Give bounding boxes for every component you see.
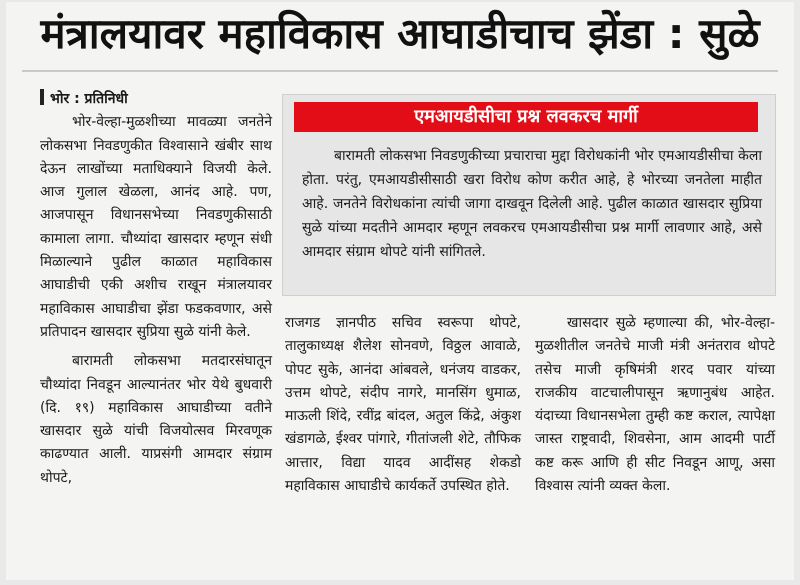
dateline-marker xyxy=(40,89,44,105)
sidebar-box-text: बारामती लोकसभा निवडणुकीच्या प्रचाराचा मुद्दा विरोधकांनी भोर एमआयडीसीचा केला होता. परंतु, एमआयडीसीसाठी खरा विरोध कोण करीत आहे, हे भोरच्या जनतेला माहीत आहे. जनतेने विरोधकांना त्यांची जागा दाखवून दिलेली आहे. पुढील काळात खासदार सुप्रिया सुळे यांच्या मदतीने आमदार म्हणून लवकरच एमआयडीसीचा प्रश्न मार्गी लावणार आहे, असे आमदार संग्राम थोपटे यांनी सांगितले. xyxy=(302,148,762,260)
article-column-3 xyxy=(535,312,775,498)
dateline-text: भोर : प्रतिनिधी xyxy=(50,91,128,107)
column-3-text: खासदार सुळे म्हणाल्या की, भोर-वेल्हा-मुळशीतील जनतेचे माजी मंत्री अनंतराव थोपटे तसेच माजी कृषिमंत्री शरद पवार यांच्या राजकीय वाटचालीपासून ऋणानुबंध आहेत. यंदाच्या विधानसभेला तुम्ही कष्ट कराल, त्यापेक्षा जास्त राष्ट्रवादी, शिवसेना, आम आदमी पार्टी कष्ट करू आणि ही सीट निवडून आणू, असा विश्वास त्यांनी व्यक्त केला. xyxy=(535,315,775,495)
headline: मंत्रालयावर महाविकास आघाडीचाच झेंडा : सुळे xyxy=(40,9,760,58)
column-2-text: राजगड ज्ञानपीठ सचिव स्वरूपा थोपटे, तालुकाध्यक्ष शैलेश सोनवणे, विठ्ठल आवाळे, पोपट सुके, आनंदा आंबवले, धनंजय वाडकर, उत्तम थोपटे, संदीप नागरे, मानसिंग धुमाळ, माऊली शिंदे, रवींद्र बांदल, अतुल किंद्रे, अंकुश खंडागळे, ईश्वर पांगारे, गीतांजली शेटे, तौफिक आत्तार, विद्या यादव आदींसह शेकडो महाविकास आघाडीचे कार्यकर्ते उपस्थित होते. xyxy=(285,315,521,495)
article-column-1 xyxy=(40,88,272,490)
sidebar-box-title: एमआयडीसीचा प्रश्न लवकरच मार्गी xyxy=(294,102,758,132)
paragraph-2: बारामती लोकसभा मतदारसंघातून चौथ्यांदा निवडून आल्यानंतर भोर येथे बुधवारी (दि. १९) महाविकास आघाडीच्या वतीने खासदार सुळे यांची विजयोत्सव मिरवणूक काढण्यात आली. याप्रसंगी आमदार संग्राम थोपटे, xyxy=(40,353,272,486)
paragraph-1: भोर-वेल्हा-मुळशीच्या मावळ्या जनतेने लोकसभा निवडणुकीत विश्वासाने खंबीर साथ देऊन लाखोंच्या मताधिक्याने विजयी केले. आज गुलाल खेळला, आनंद आहे. पण, आजपासून विधानसभेच्या निवडणुकीसाठी कामाला लागा. चौथ्यांदा खासदार म्हणून संधी मिळाल्याने पुढील काळात महाविकास आघाडीची एकी अशीच राखून मंत्रालयावर महाविकास आघाडीचा झेंडा फडकवणार, असे प्रतिपादन खासदार सुप्रिया सुळे यांनी केले. xyxy=(40,114,272,340)
headline-divider xyxy=(22,70,778,72)
article-column-2 xyxy=(285,312,521,498)
dateline xyxy=(40,88,272,111)
